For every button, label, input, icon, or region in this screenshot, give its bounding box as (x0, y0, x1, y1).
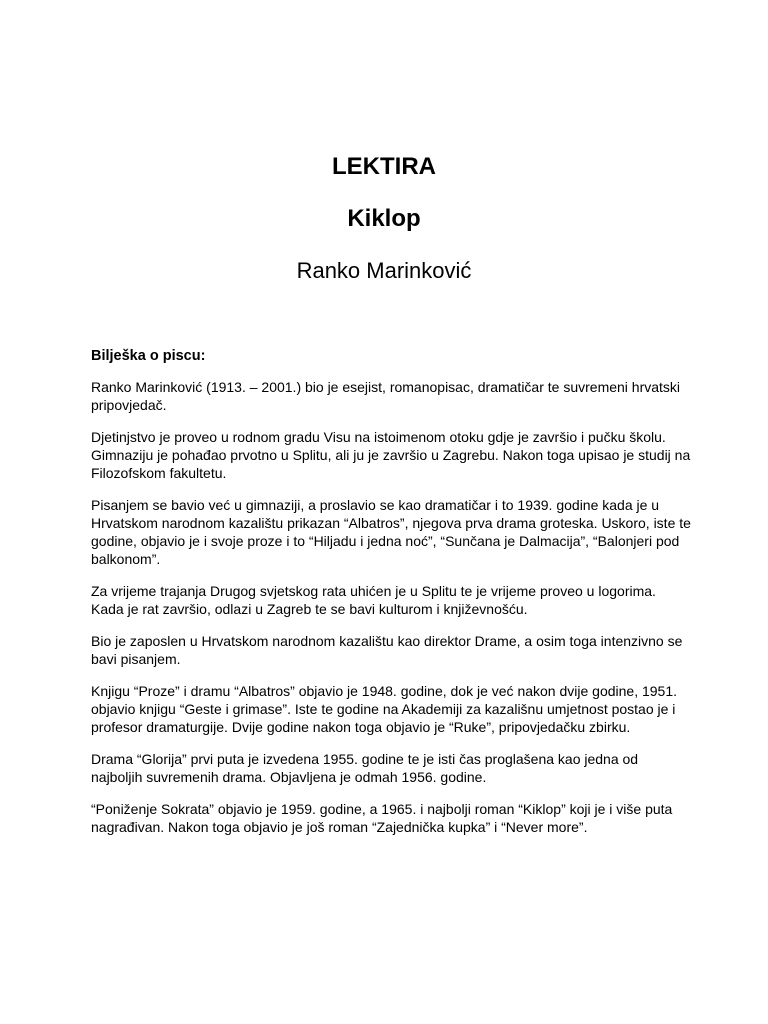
paragraph: Knjigu “Proze” i dramu “Albatros” objavio je 1948. godine, dok je već nakon dvije godine, 1951. objavio knjigu “Geste i grimase”. Iste te godine na Akademiji za kazališnu umjetnost postao je i profesor dramaturgije. Dvije godine nakon toga objavio je “Ruke”, pripovjedačku zbirku. (91, 683, 678, 735)
document-title: LEKTIRA (332, 153, 436, 180)
document-subtitle: Kiklop (347, 205, 421, 232)
paragraph: Djetinjstvo je proveo u rodnom gradu Visu na istoimenom otoku gdje je završio i pučku školu. Gimnaziju je pohađao prvotno u Splitu, ali ju je završio u Zagrebu. Nakon toga upisao je studij na Filozofskom fakultetu. (91, 429, 691, 481)
document-author: Ranko Marinković (296, 258, 472, 283)
paragraph: Ranko Marinković (1913. – 2001.) bio je esejist, romanopisac, dramatičar te suvremeni hrvatski pripovjedač. (91, 379, 681, 413)
paragraph: Pisanjem se bavio već u gimnaziji, a proslavio se kao dramatičar i to 1939. godine kada je u Hrvatskom narodnom kazalištu prikazan “Albatros”, njegova prva drama groteska. Uskoro, iste te godine, objavio je i svoje proze i to “Hiljadu i jedna noć”, “Sunčana je Dalmacija”, “Balonjeri pod balkonom”. (91, 497, 691, 567)
paragraph: Za vrijeme trajanja Drugog svjetskog rata uhićen je u Splitu te je vrijeme proveo u logorima. Kada je rat završio, odlazi u Zagreb te se bavi kulturom i književnošću. (91, 583, 656, 617)
paragraph: Bio je zaposlen u Hrvatskom narodnom kazalištu kao direktor Drame, a osim toga intenzivno se bavi pisanjem. (91, 633, 683, 667)
author-note-section (91, 346, 691, 850)
section-heading: Bilješka o piscu: (91, 348, 206, 364)
paragraph: Drama “Glorija” prvi puta je izvedena 1955. godine te je isti čas proglašena kao jedna od najboljih suvremenih drama. Objavljena je odmah 1956. godine. (91, 751, 639, 785)
paragraph: “Poniženje Sokrata” objavio je 1959. godine, a 1965. i najbolji roman “Kiklop” koji je i više puta nagrađivan. Nakon toga objavio je još roman “Zajednička kupka” i “Never more”. (91, 801, 673, 835)
